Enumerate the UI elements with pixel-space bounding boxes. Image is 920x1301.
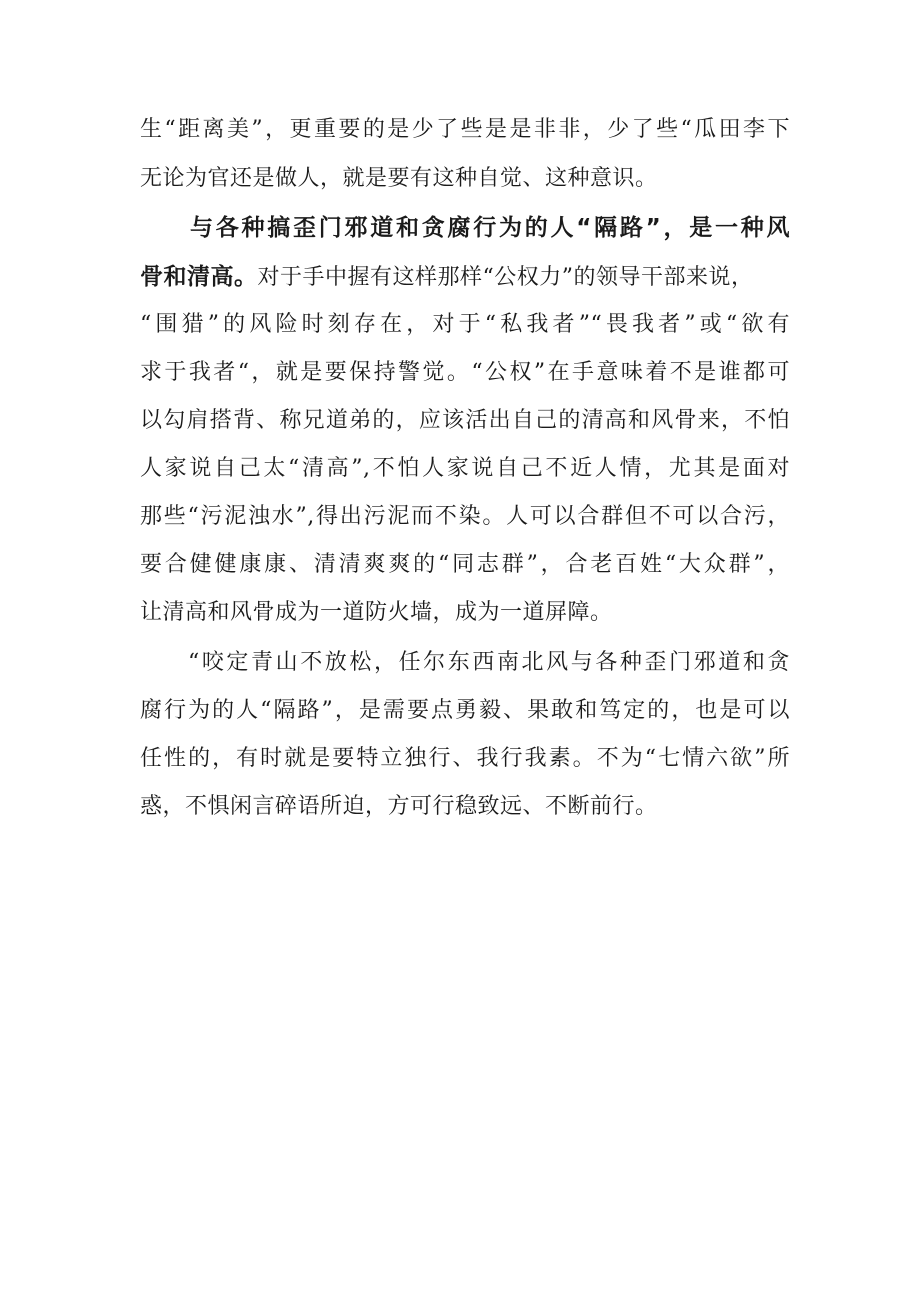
paragraph-2-line-3: “围猎”的风险时刻存在，对于“私我者”“畏我者”或“欲有 bbox=[140, 312, 790, 337]
paragraph-2-line-1: 与各种搞歪门邪道和贪腐行为的人“隔路”，是一种风 bbox=[190, 215, 790, 241]
paragraph-2-line-2 bbox=[140, 261, 790, 294]
paragraph-2-line-6: 人家说自己太“清高”,不怕人家说自己不近人情，尤其是面对 bbox=[140, 456, 790, 481]
paragraph-2-line-7: 那些“污泥浊水”,得出污泥而不染。人可以合群但不可以合污， bbox=[140, 504, 790, 529]
paragraph-2-line-8: 要合健健康康、清清爽爽的“同志群”，合老百姓“大众群”， bbox=[140, 552, 790, 577]
paragraph-1-line-2: 无论为官还是做人，就是要有这种自觉、这种意识。 bbox=[140, 166, 658, 191]
paragraph-3-line-4: 惑，不惧闲言碎语所迫，方可行稳致远、不断前行。 bbox=[140, 794, 658, 819]
paragraph-2-line-2-rest: 对于手中握有这样那样“公权力”的领导干部来说， bbox=[257, 265, 754, 290]
paragraph-3-line-3: 任性的，有时就是要特立独行、我行我素。不为“七情六欲”所 bbox=[140, 746, 790, 771]
paragraph-1-line-1: 生“距离美”，更重要的是少了些是是非非，少了些“瓜田李下 bbox=[140, 117, 790, 142]
paragraph-2-line-5: 以勾肩搭背、称兄道弟的，应该活出自己的清高和风骨来，不怕 bbox=[140, 408, 790, 433]
paragraph-2-line-4: 求于我者“，就是要保持警觉。“公权”在手意味着不是谁都可 bbox=[140, 360, 790, 385]
paragraph-3-line-1: “咬定青山不放松，任尔东西南北风与各种歪门邪道和贪 bbox=[188, 650, 790, 675]
paragraph-2-line-9: 让清高和风骨成为一道防火墙，成为一道屏障。 bbox=[140, 600, 613, 625]
paragraph-2-bold-lead: 骨和清高。 bbox=[140, 264, 258, 290]
paragraph-3-line-2: 腐行为的人“隔路”，是需要点勇毅、果敢和笃定的，也是可以 bbox=[140, 698, 790, 723]
